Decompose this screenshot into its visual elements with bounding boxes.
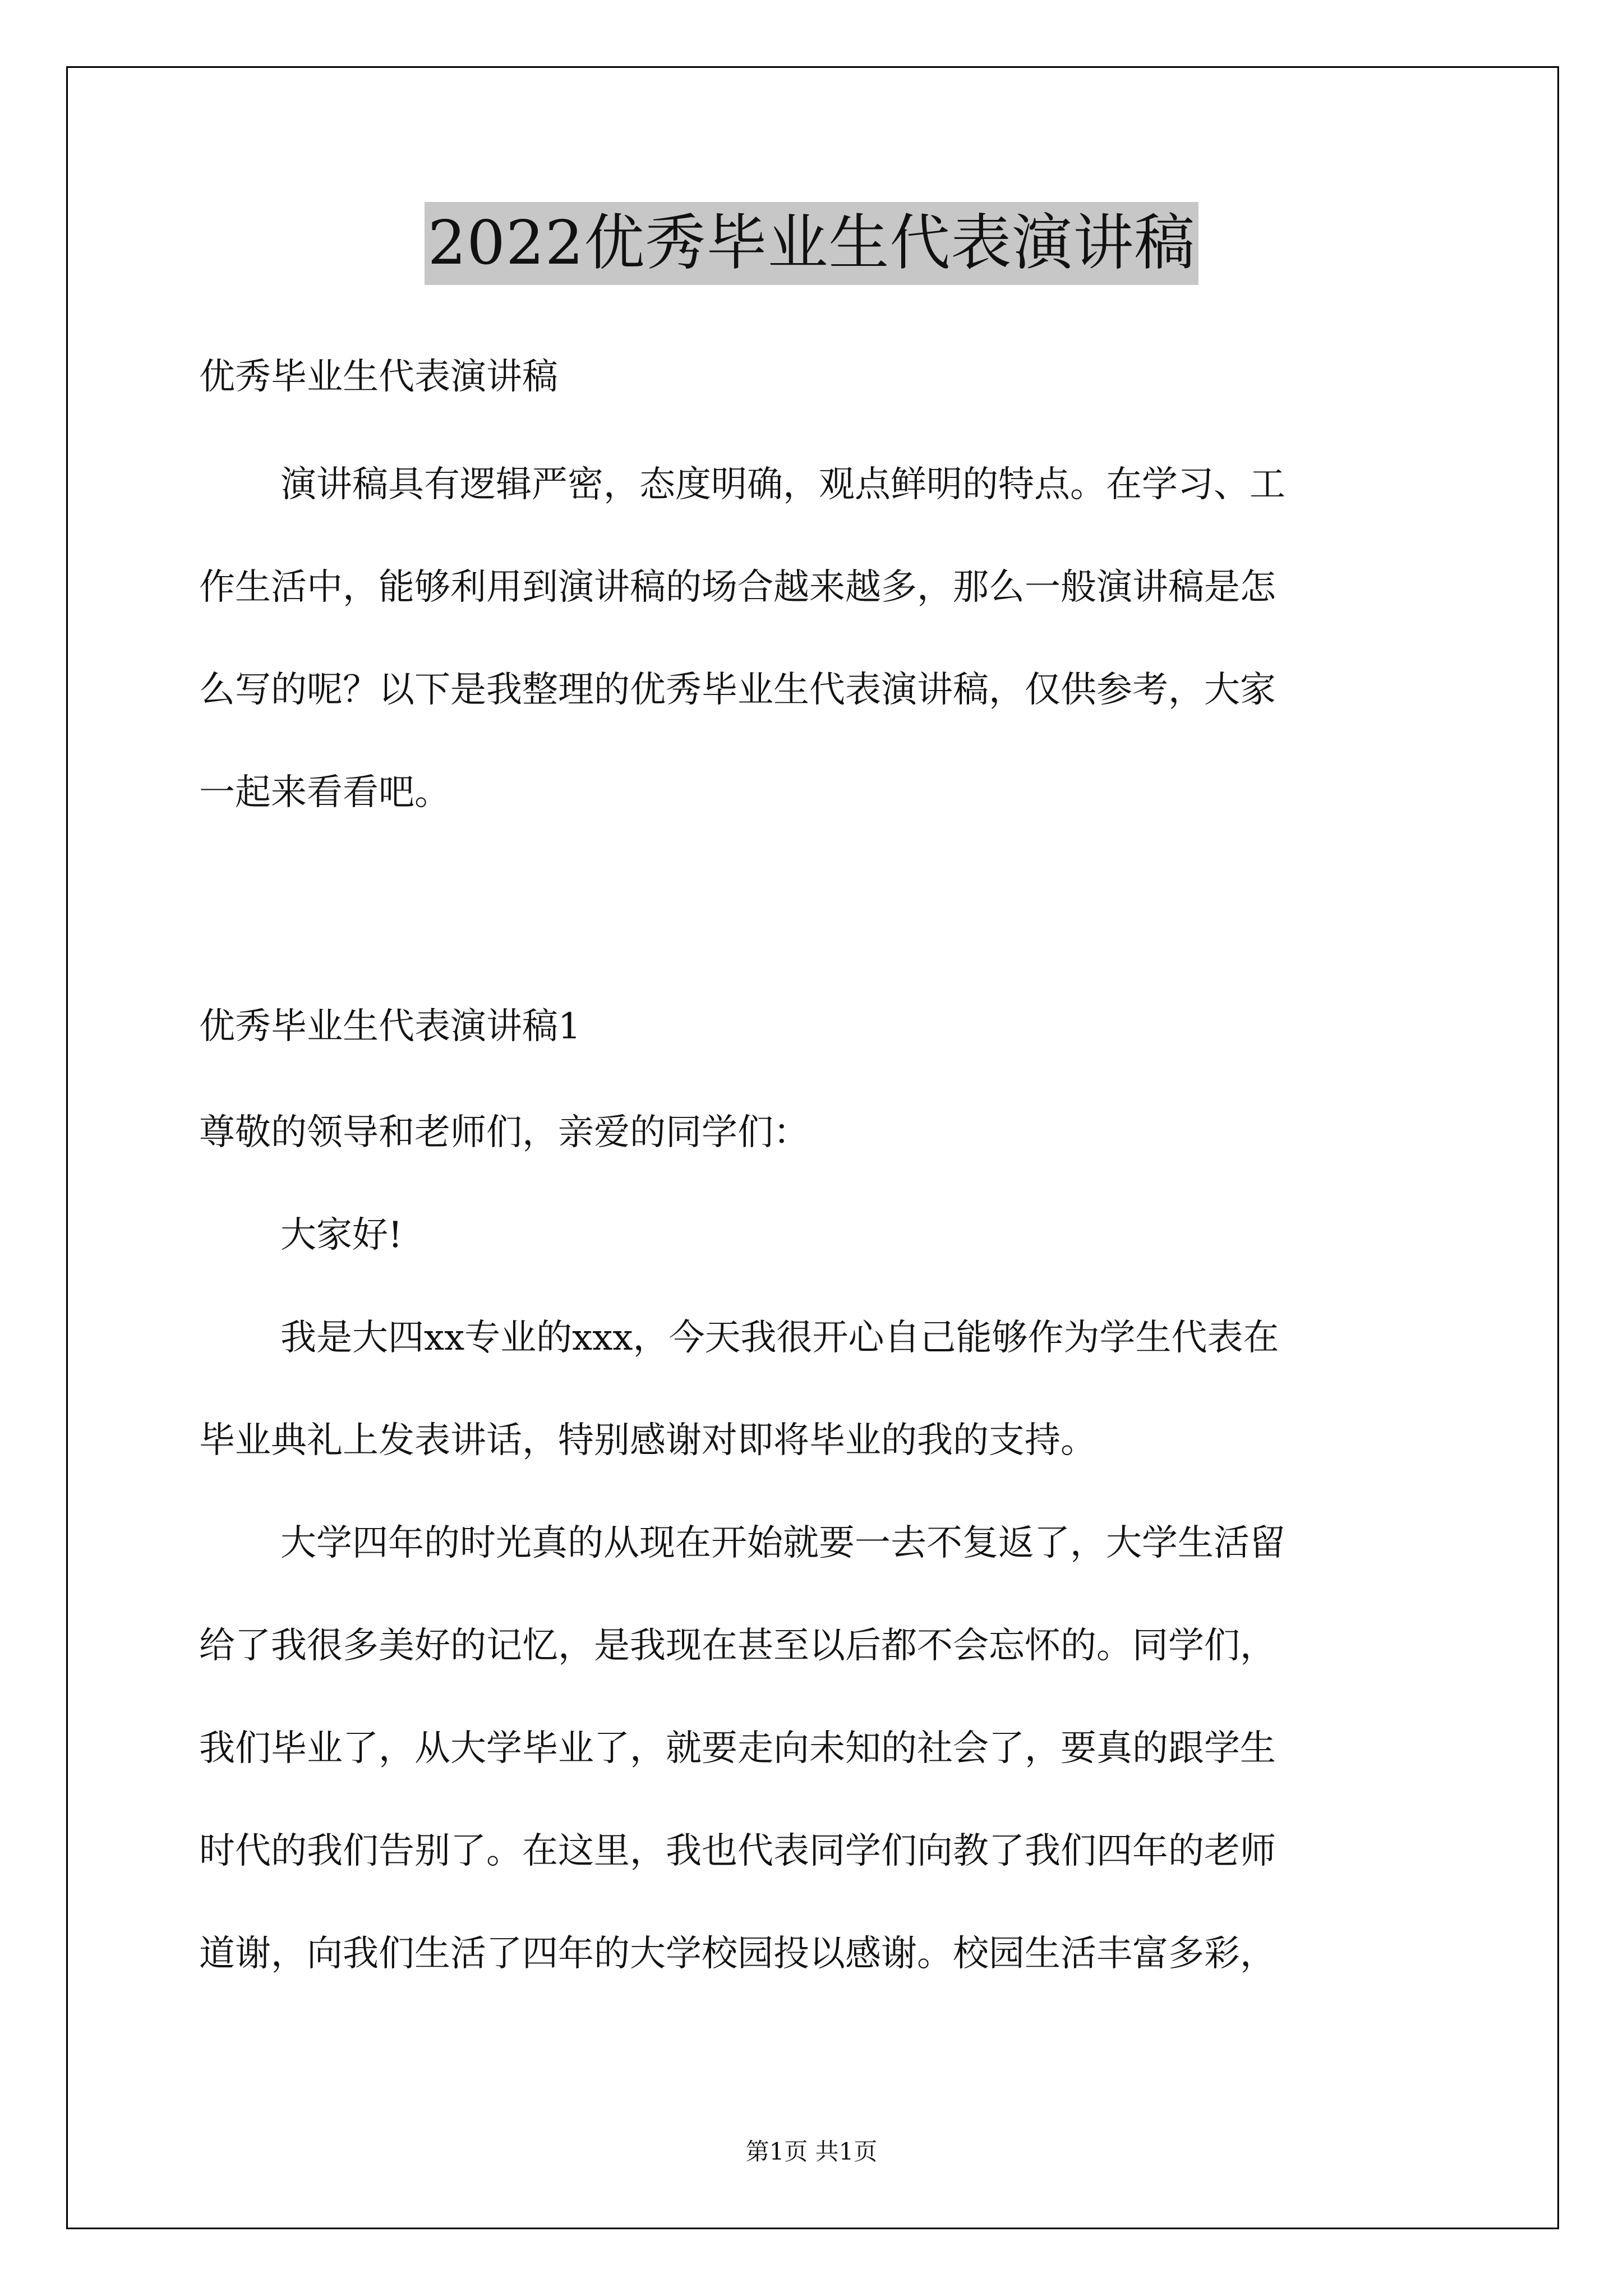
paragraph-2-line-4: 时代的我们告别了。在这里，我也代表同学们向教了我们四年的老师 bbox=[199, 1830, 1276, 1872]
paragraph-2-line-2: 给了我很多美好的记忆，是我现在甚至以后都不会忘怀的。同学们， bbox=[199, 1625, 1276, 1667]
salutation: 尊敬的领导和老师们，亲爱的同学们： bbox=[199, 1112, 809, 1153]
greeting: 大家好! bbox=[280, 1214, 403, 1256]
document-subtitle: 优秀毕业生代表演讲稿 bbox=[199, 356, 558, 398]
intro-line-1: 演讲稿具有逻辑严密，态度明确，观点鲜明的特点。在学习、工 bbox=[280, 464, 1285, 505]
intro-line-3: 么写的呢？以下是我整理的优秀毕业生代表演讲稿，仅供参考，大家 bbox=[199, 669, 1276, 711]
page-footer: 第1页 共1页 bbox=[745, 2138, 878, 2165]
paragraph-2-line-5: 道谢，向我们生活了四年的大学校园投以感谢。校园生活丰富多彩， bbox=[199, 1933, 1276, 1975]
paragraph-2-line-3: 我们毕业了，从大学毕业了，就要走向未知的社会了，要真的跟学生 bbox=[199, 1728, 1276, 1769]
paragraph-2-line-1: 大学四年的时光真的从现在开始就要一去不复返了，大学生活留 bbox=[280, 1522, 1285, 1564]
paragraph-1-line-2: 毕业典礼上发表讲话，特别感谢对即将毕业的我的支持。 bbox=[199, 1420, 1096, 1461]
intro-line-4: 一起来看看吧。 bbox=[199, 772, 450, 813]
section-heading: 优秀毕业生代表演讲稿1 bbox=[199, 1006, 581, 1047]
title-container bbox=[0, 202, 1623, 285]
intro-line-2: 作生活中，能够利用到演讲稿的场合越来越多，那么一般演讲稿是怎 bbox=[199, 567, 1276, 608]
document-title: 2022优秀毕业生代表演讲稿 bbox=[425, 202, 1199, 285]
paragraph-1-line-1: 我是大四xx专业的xxx，今天我很开心自己能够作为学生代表在 bbox=[280, 1317, 1279, 1359]
